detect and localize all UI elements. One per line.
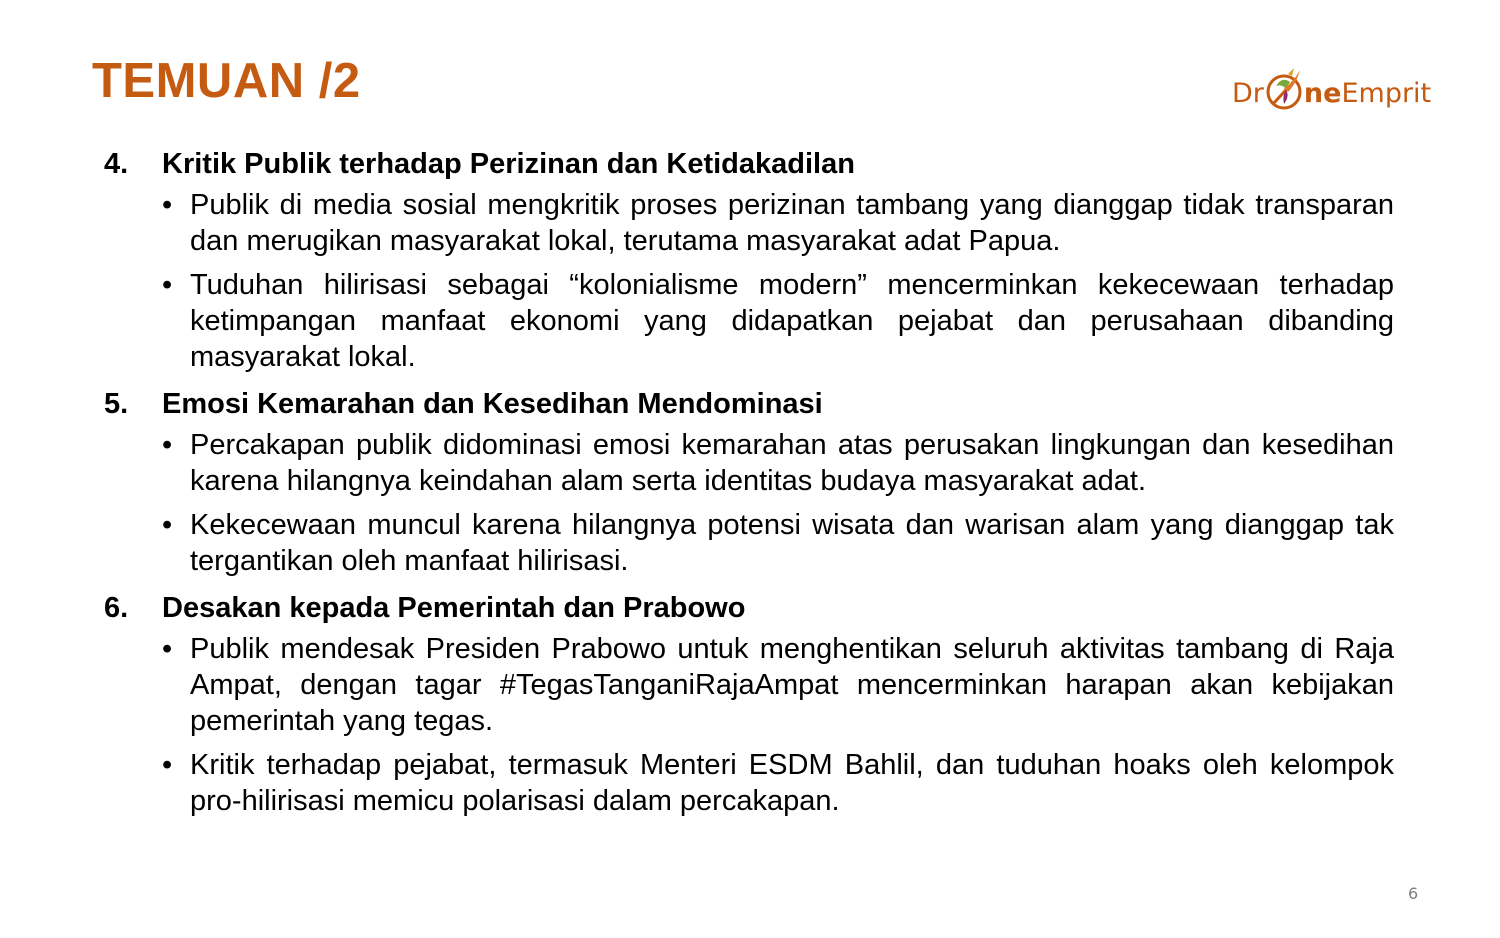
finding-number: 6.	[104, 592, 129, 624]
finding-number: 5.	[104, 388, 129, 420]
finding-heading-text: Emosi Kemarahan dan Kesedihan Mendominasi	[162, 388, 823, 420]
bullet-list	[104, 187, 1394, 375]
bullet-item	[162, 187, 1394, 259]
logo-text-left: Dr	[1232, 78, 1264, 109]
finding-number: 4.	[104, 148, 129, 180]
finding-section	[104, 145, 1394, 375]
bullet-item	[162, 427, 1394, 499]
finding-heading	[104, 385, 1394, 423]
page-number: 6	[1408, 884, 1419, 903]
finding-section	[104, 589, 1394, 819]
bullet-item	[162, 267, 1394, 375]
bullet-text: Kritik terhadap pejabat, termasuk Menteri ESDM Bahlil, dan tuduhan hoaks oleh kelompok pro-hilirisasi memicu polarisasi dalam percakapan.	[190, 749, 1394, 817]
logo-text-right: Emprit	[1341, 78, 1432, 109]
bullet-text: Publik di media sosial mengkritik proses perizinan tambang yang dianggap tidak transparan dan merugikan masyarakat lokal, terutama masyarakat adat Papua.	[190, 189, 1394, 257]
bullet-text: Kekecewaan muncul karena hilangnya potensi wisata dan warisan alam yang dianggap tak tergantikan oleh manfaat hilirisasi.	[190, 509, 1394, 577]
finding-section	[104, 385, 1394, 579]
bullet-icon: •	[162, 633, 173, 665]
drone-emprit-logo	[1232, 64, 1442, 124]
bullet-icon: •	[162, 189, 173, 221]
bullet-icon: •	[162, 269, 173, 301]
bullet-item	[162, 631, 1394, 739]
logo-text-bold: ne	[1303, 78, 1342, 109]
bullet-item	[162, 507, 1394, 579]
bullet-icon: •	[162, 509, 173, 541]
bullet-icon: •	[162, 749, 173, 781]
finding-heading	[104, 589, 1394, 627]
bullet-text: Percakapan publik didominasi emosi kemarahan atas perusakan lingkungan dan kesedihan karena hilangnya keindahan alam serta identitas budaya masyarakat adat.	[190, 429, 1394, 497]
findings-list	[104, 145, 1394, 829]
finding-heading-text: Kritik Publik terhadap Perizinan dan Ketidakadilan	[162, 148, 855, 180]
bullet-item	[162, 747, 1394, 819]
bird-in-circle-icon	[1262, 64, 1306, 116]
bullet-text: Tuduhan hilirisasi sebagai “kolonialisme modern” mencerminkan kekecewaan terhadap ketimpangan manfaat ekonomi yang didapatkan pejabat dan perusahaan dibanding masyarakat lokal.	[190, 269, 1394, 373]
slide-title: TEMUAN /2	[92, 54, 361, 108]
bullet-list	[104, 427, 1394, 579]
bullet-text: Publik mendesak Presiden Prabowo untuk menghentikan seluruh aktivitas tambang di Raja Ampat, dengan tagar #TegasTanganiRajaAmpat mencerminkan harapan akan kebijakan pemerintah yang tegas.	[190, 633, 1394, 737]
bullet-list	[104, 631, 1394, 819]
bullet-icon: •	[162, 429, 173, 461]
finding-heading-text: Desakan kepada Pemerintah dan Prabowo	[162, 592, 746, 624]
finding-heading	[104, 145, 1394, 183]
